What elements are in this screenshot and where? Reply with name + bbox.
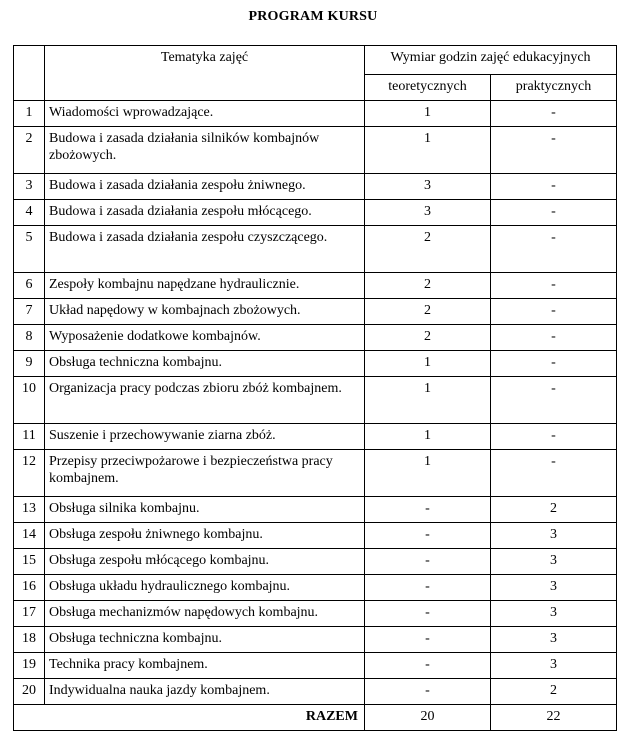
- row-practice-hours: -: [491, 325, 617, 351]
- row-topic: Budowa i zasada działania zespołu młócącego.: [45, 200, 365, 226]
- row-practice-hours: -: [491, 127, 617, 174]
- table-row: [14, 424, 617, 450]
- row-theory-hours: 2: [365, 299, 491, 325]
- header-practice: praktycznych: [491, 75, 617, 101]
- table-row: [14, 377, 617, 424]
- row-number: 6: [14, 273, 45, 299]
- row-practice-hours: 3: [491, 627, 617, 653]
- row-practice-hours: 3: [491, 523, 617, 549]
- row-number: 16: [14, 575, 45, 601]
- row-number: 8: [14, 325, 45, 351]
- row-number: 3: [14, 174, 45, 200]
- table-row: [14, 226, 617, 273]
- row-theory-hours: -: [365, 679, 491, 705]
- table-row: [14, 523, 617, 549]
- row-number: 14: [14, 523, 45, 549]
- table-row: [14, 627, 617, 653]
- row-practice-hours: -: [491, 273, 617, 299]
- row-practice-hours: -: [491, 299, 617, 325]
- row-theory-hours: 2: [365, 325, 491, 351]
- row-number: 15: [14, 549, 45, 575]
- row-theory-hours: 1: [365, 377, 491, 424]
- row-topic: Obsługa techniczna kombajnu.: [45, 351, 365, 377]
- table-row: [14, 127, 617, 174]
- row-theory-hours: 2: [365, 273, 491, 299]
- course-program-table: [13, 45, 617, 731]
- row-topic: Budowa i zasada działania silników kombajnów zbożowych.: [45, 127, 365, 174]
- row-topic: Wiadomości wprowadzające.: [45, 101, 365, 127]
- table-row: [14, 351, 617, 377]
- row-topic: Obsługa zespołu młócącego kombajnu.: [45, 549, 365, 575]
- header-theory: teoretycznych: [365, 75, 491, 101]
- row-theory-hours: 1: [365, 101, 491, 127]
- row-number: 13: [14, 497, 45, 523]
- row-practice-hours: -: [491, 226, 617, 273]
- row-number: 9: [14, 351, 45, 377]
- table-row: [14, 575, 617, 601]
- table-row: [14, 101, 617, 127]
- table-row: [14, 299, 617, 325]
- table-row: [14, 653, 617, 679]
- row-practice-hours: 3: [491, 575, 617, 601]
- row-topic: Wyposażenie dodatkowe kombajnów.: [45, 325, 365, 351]
- row-practice-hours: -: [491, 174, 617, 200]
- row-topic: Budowa i zasada działania zespołu żniwnego.: [45, 174, 365, 200]
- table-row: [14, 174, 617, 200]
- row-theory-hours: 1: [365, 450, 491, 497]
- row-theory-hours: -: [365, 549, 491, 575]
- table-row: [14, 200, 617, 226]
- row-theory-hours: 1: [365, 127, 491, 174]
- row-topic: Indywidualna nauka jazdy kombajnem.: [45, 679, 365, 705]
- row-practice-hours: 2: [491, 679, 617, 705]
- row-theory-hours: 2: [365, 226, 491, 273]
- row-practice-hours: -: [491, 351, 617, 377]
- row-practice-hours: -: [491, 200, 617, 226]
- table-row: [14, 601, 617, 627]
- row-practice-hours: 3: [491, 601, 617, 627]
- row-topic: Technika pracy kombajnem.: [45, 653, 365, 679]
- header-number-cell: [14, 46, 45, 101]
- row-number: 10: [14, 377, 45, 424]
- row-theory-hours: 3: [365, 174, 491, 200]
- row-number: 18: [14, 627, 45, 653]
- header-hours: Wymiar godzin zajęć edukacyjnych: [365, 46, 617, 75]
- total-practice-hours: 22: [491, 705, 617, 731]
- page-title: PROGRAM KURSU: [248, 9, 378, 24]
- row-practice-hours: -: [491, 450, 617, 497]
- row-practice-hours: -: [491, 101, 617, 127]
- row-topic: Układ napędowy w kombajnach zbożowych.: [45, 299, 365, 325]
- row-theory-hours: -: [365, 627, 491, 653]
- row-topic: Obsługa techniczna kombajnu.: [45, 627, 365, 653]
- row-number: 19: [14, 653, 45, 679]
- table-row: [14, 549, 617, 575]
- row-number: 1: [14, 101, 45, 127]
- row-number: 5: [14, 226, 45, 273]
- row-topic: Obsługa układu hydraulicznego kombajnu.: [45, 575, 365, 601]
- row-topic: Budowa i zasada działania zespołu czyszczącego.: [45, 226, 365, 273]
- row-theory-hours: 1: [365, 424, 491, 450]
- row-number: 11: [14, 424, 45, 450]
- row-theory-hours: -: [365, 575, 491, 601]
- table-body: [14, 101, 617, 731]
- header-row: [14, 46, 617, 75]
- row-number: 2: [14, 127, 45, 174]
- row-theory-hours: -: [365, 523, 491, 549]
- row-practice-hours: -: [491, 424, 617, 450]
- row-theory-hours: -: [365, 653, 491, 679]
- row-practice-hours: 2: [491, 497, 617, 523]
- row-practice-hours: 3: [491, 549, 617, 575]
- row-topic: Obsługa silnika kombajnu.: [45, 497, 365, 523]
- header-topic: Tematyka zajęć: [45, 46, 365, 101]
- row-topic: Obsługa zespołu żniwnego kombajnu.: [45, 523, 365, 549]
- row-number: 4: [14, 200, 45, 226]
- row-number: 12: [14, 450, 45, 497]
- row-topic: Obsługa mechanizmów napędowych kombajnu.: [45, 601, 365, 627]
- table-row: [14, 273, 617, 299]
- row-theory-hours: 3: [365, 200, 491, 226]
- row-theory-hours: 1: [365, 351, 491, 377]
- table-row: [14, 450, 617, 497]
- row-number: 17: [14, 601, 45, 627]
- total-label: RAZEM: [14, 705, 365, 731]
- row-number: 20: [14, 679, 45, 705]
- row-theory-hours: -: [365, 497, 491, 523]
- row-number: 7: [14, 299, 45, 325]
- row-topic: Zespoły kombajnu napędzane hydraulicznie.: [45, 273, 365, 299]
- table-row: [14, 497, 617, 523]
- table-row: [14, 679, 617, 705]
- row-topic: Organizacja pracy podczas zbioru zbóż kombajnem.: [45, 377, 365, 424]
- row-practice-hours: -: [491, 377, 617, 424]
- row-topic: Przepisy przeciwpożarowe i bezpieczeństwa pracy kombajnem.: [45, 450, 365, 497]
- row-topic: Suszenie i przechowywanie ziarna zbóż.: [45, 424, 365, 450]
- total-theory-hours: 20: [365, 705, 491, 731]
- table-row: [14, 325, 617, 351]
- row-practice-hours: 3: [491, 653, 617, 679]
- row-theory-hours: -: [365, 601, 491, 627]
